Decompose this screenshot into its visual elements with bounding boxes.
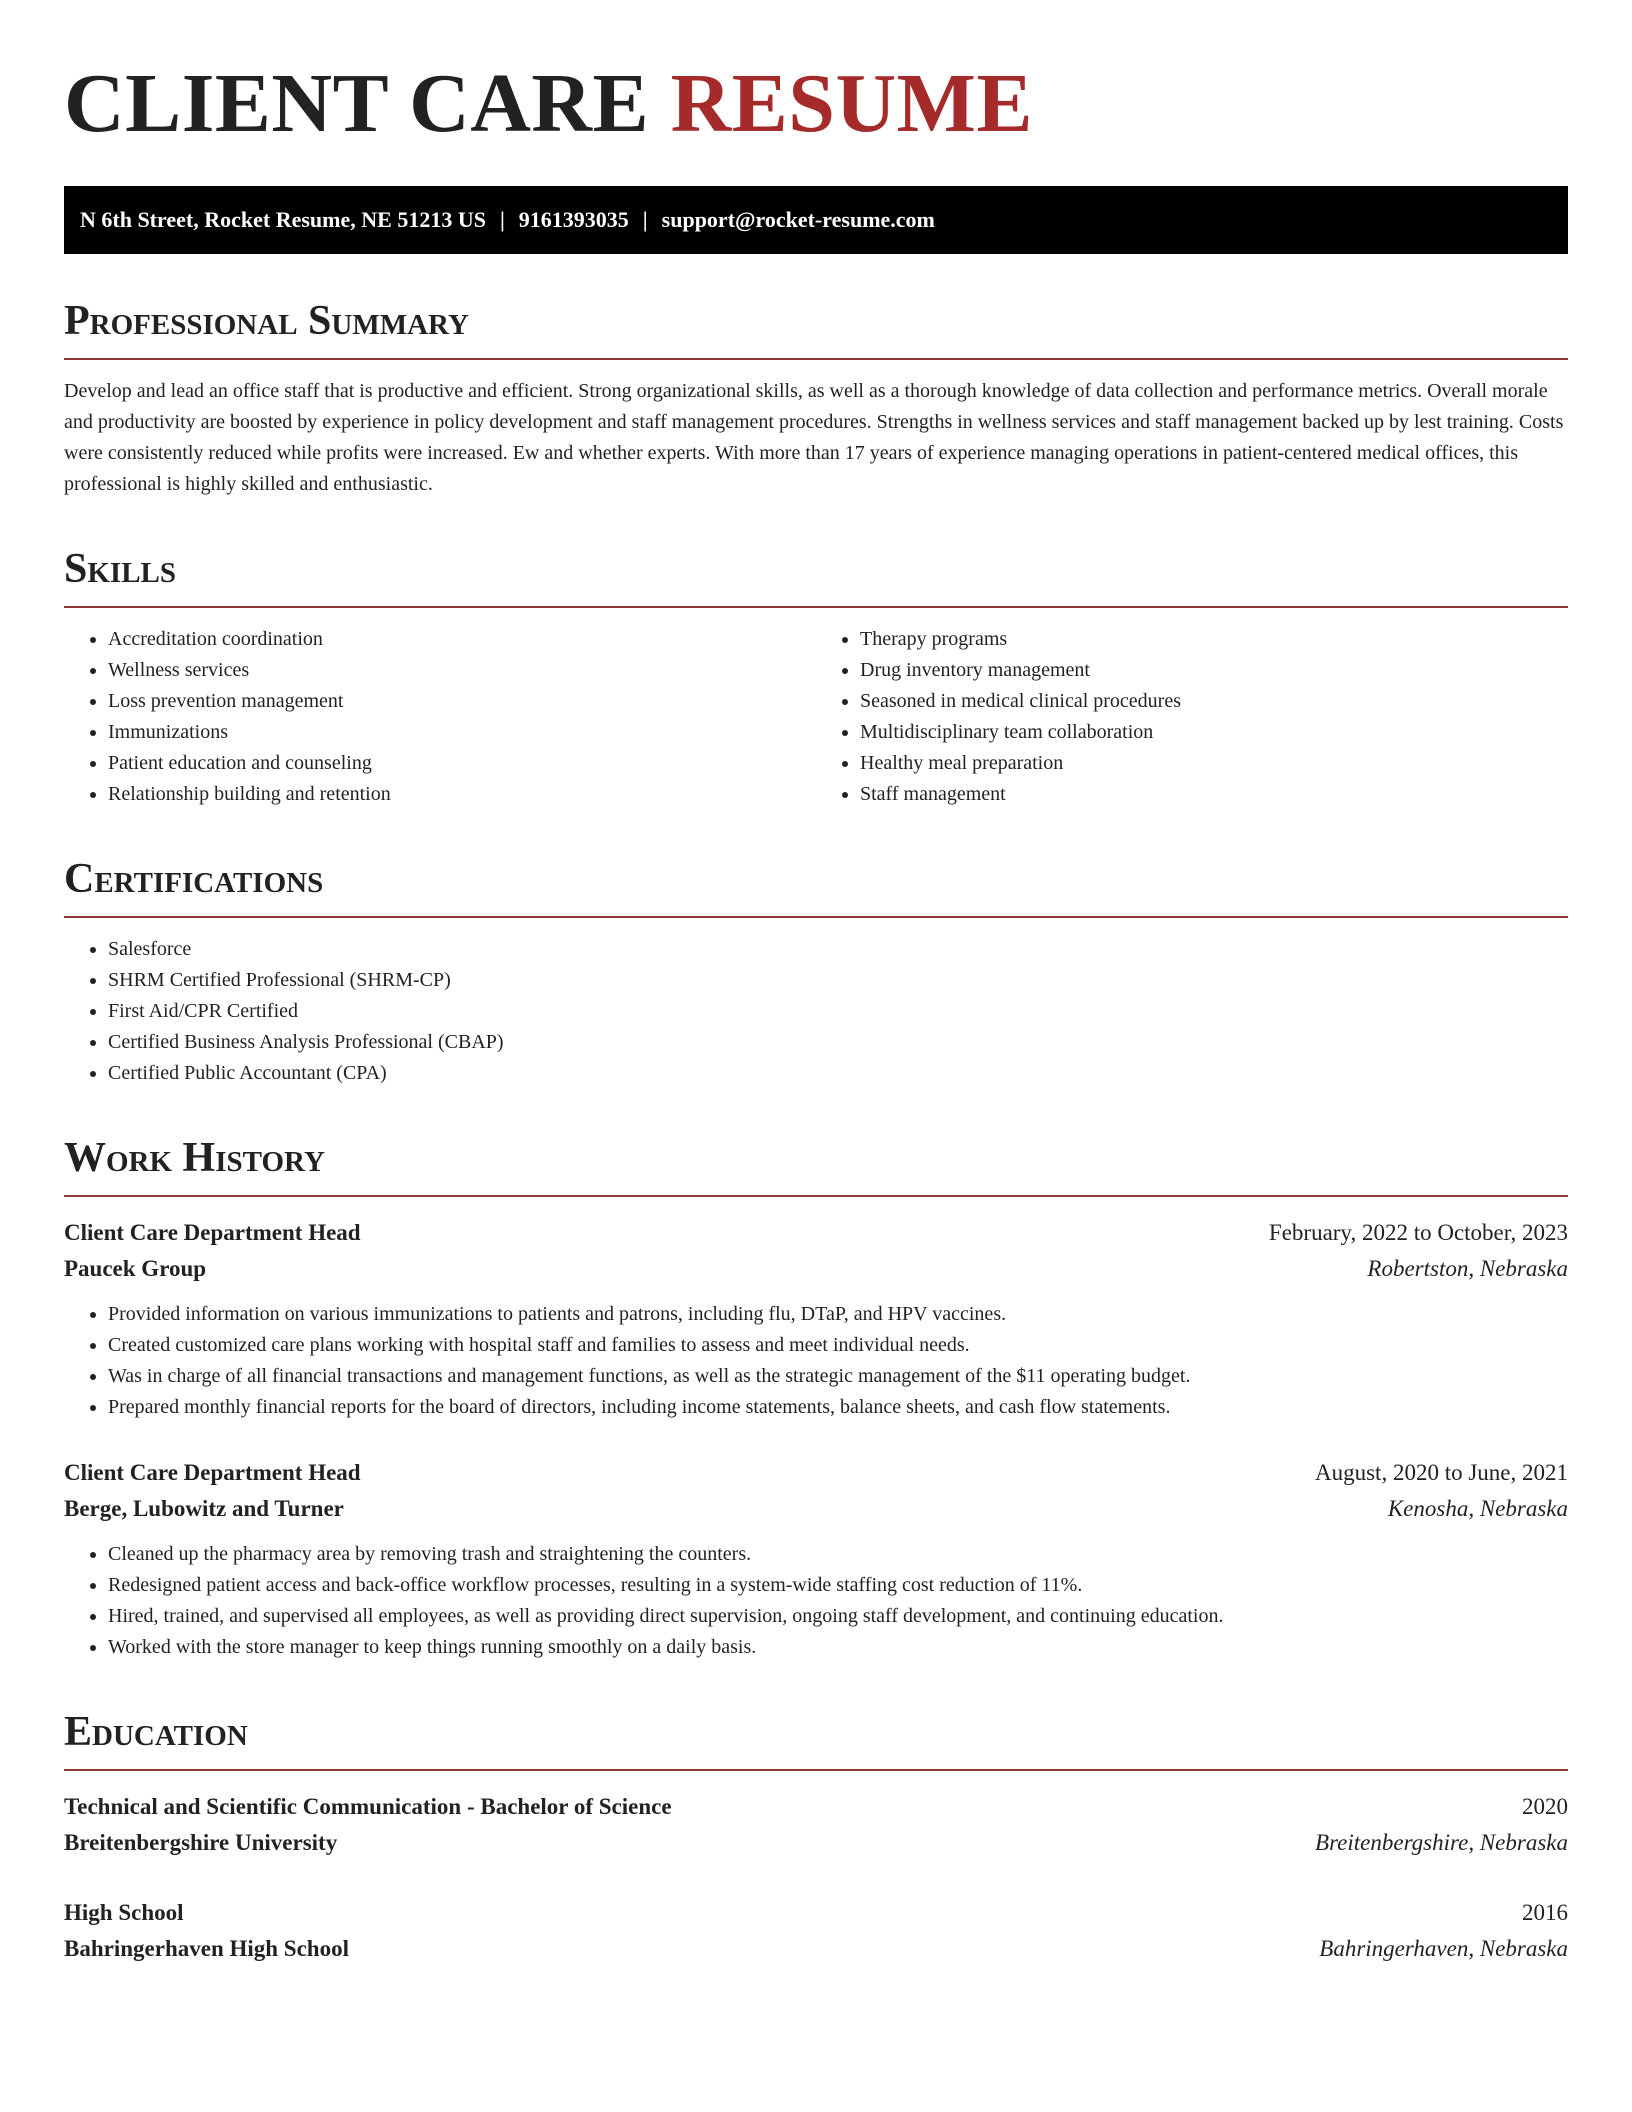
skill-item: • Accreditation coordination — [108, 624, 816, 655]
job-duty: • Created customized care plans working with hospital staff and families to assess and meet individual needs. — [108, 1330, 1568, 1361]
skill-item: • Healthy meal preparation — [860, 748, 1568, 779]
education-section — [64, 1707, 1568, 1967]
job-entry — [64, 1215, 1568, 1423]
education-degree: High School — [64, 1900, 184, 1925]
certification-item: • First Aid/CPR Certified — [108, 996, 1568, 1027]
work-history-heading: Work History — [64, 1133, 1568, 1197]
work-history-section — [64, 1133, 1568, 1663]
education-school: Bahringerhaven High School — [64, 1936, 349, 1961]
job-dates: February, 2022 to October, 2023 — [1268, 1220, 1568, 1245]
job-title-row — [64, 1455, 1568, 1491]
education-degree-row — [64, 1789, 1568, 1825]
certification-item: • SHRM Certified Professional (SHRM-CP) — [108, 965, 1568, 996]
job-company: Berge, Lubowitz and Turner — [64, 1496, 344, 1521]
certification-item: • Certified Public Accountant (CPA) — [108, 1058, 1568, 1089]
job-duty: • Worked with the store manager to keep things running smoothly on a daily basis. — [108, 1632, 1568, 1663]
job-company-row — [64, 1251, 1568, 1287]
job-duty: • Prepared monthly financial reports for the board of directors, including income statements, balance sheets, and cash flow statements. — [108, 1392, 1568, 1423]
resume-title — [64, 56, 1568, 152]
job-company-row — [64, 1491, 1568, 1527]
skill-item: • Relationship building and retention — [108, 779, 816, 810]
education-degree: Technical and Scientific Communication - Bachelor of Science — [64, 1794, 672, 1819]
job-duty: • Cleaned up the pharmacy area by removing trash and straightening the counters. — [108, 1539, 1568, 1570]
education-entry — [64, 1895, 1568, 1967]
skill-item: • Immunizations — [108, 717, 816, 748]
job-location: Kenosha, Nebraska — [1387, 1496, 1568, 1521]
education-location: Bahringerhaven, Nebraska — [1319, 1936, 1568, 1961]
skills-columns — [64, 624, 1568, 810]
skill-item: • Drug inventory management — [860, 655, 1568, 686]
job-duties-list — [64, 1539, 1568, 1663]
contact-separator: | — [642, 207, 648, 232]
job-duty: • Hired, trained, and supervised all employees, as well as providing direct supervision, ongoing staff development, and continuing education. — [108, 1601, 1568, 1632]
job-title-row — [64, 1215, 1568, 1251]
job-duties-list — [64, 1299, 1568, 1423]
contact-separator: | — [499, 207, 505, 232]
skills-list-left — [64, 624, 816, 810]
contact-address: N 6th Street, Rocket Resume, NE 51213 US — [80, 207, 486, 232]
skill-item: • Seasoned in medical clinical procedures — [860, 686, 1568, 717]
education-location: Breitenbergshire, Nebraska — [1315, 1830, 1568, 1855]
certifications-section — [64, 854, 1568, 1089]
skill-item: • Staff management — [860, 779, 1568, 810]
education-school-row — [64, 1825, 1568, 1861]
job-title: Client Care Department Head — [64, 1220, 361, 1245]
certifications-list — [64, 934, 1568, 1089]
title-main: CLIENT CARE — [64, 57, 650, 150]
education-heading: Education — [64, 1707, 1568, 1771]
skills-heading: Skills — [64, 544, 1568, 608]
contact-bar — [64, 186, 1568, 254]
skill-item: • Therapy programs — [860, 624, 1568, 655]
skills-section — [64, 544, 1568, 810]
skill-item: • Wellness services — [108, 655, 816, 686]
education-year: 2016 — [1522, 1900, 1568, 1925]
education-entry — [64, 1789, 1568, 1861]
job-location: Robertston, Nebraska — [1367, 1256, 1568, 1281]
job-duty: • Was in charge of all financial transactions and management functions, as well as the strategic management of the $11 operating budget. — [108, 1361, 1568, 1392]
contact-phone[interactable]: 9161393035 — [518, 207, 629, 232]
education-year: 2020 — [1522, 1794, 1568, 1819]
education-degree-row — [64, 1895, 1568, 1931]
job-title: Client Care Department Head — [64, 1460, 361, 1485]
summary-section — [64, 296, 1568, 500]
skills-list-right — [816, 624, 1568, 810]
summary-heading: Professional Summary — [64, 296, 1568, 360]
job-entry — [64, 1455, 1568, 1663]
education-school: Breitenbergshire University — [64, 1830, 338, 1855]
job-duty: • Redesigned patient access and back-office workflow processes, resulting in a system-wide staffing cost reduction of 11%. — [108, 1570, 1568, 1601]
certification-item: • Salesforce — [108, 934, 1568, 965]
skill-item: • Patient education and counseling — [108, 748, 816, 779]
job-company: Paucek Group — [64, 1256, 207, 1281]
contact-email[interactable]: support@rocket-resume.com — [661, 207, 935, 232]
skill-item: • Multidisciplinary team collaboration — [860, 717, 1568, 748]
skill-item: • Loss prevention management — [108, 686, 816, 717]
job-dates: August, 2020 to June, 2021 — [1315, 1460, 1568, 1485]
title-accent: RESUME — [670, 57, 1033, 150]
certifications-heading: Certifications — [64, 854, 1568, 918]
education-school-row — [64, 1931, 1568, 1967]
job-duty: • Provided information on various immunizations to patients and patrons, including flu, DTaP, and HPV vaccines. — [108, 1299, 1568, 1330]
summary-text: Develop and lead an office staff that is productive and efficient. Strong organizational skills, as well as a thorough knowledge of data collection and performance metrics. Overall morale and productivity are boosted by experience in policy development and staff management procedures. Strengths in wellness services and staff management backed up by lest training. Costs were consistently reduced while profits were increased. Ew and whether experts. With more than 17 years of experience managing operations in patient-centered medical offices, this professional is highly skilled and enthusiastic. — [64, 380, 1564, 495]
certification-item: • Certified Business Analysis Professional (CBAP) — [108, 1027, 1568, 1058]
